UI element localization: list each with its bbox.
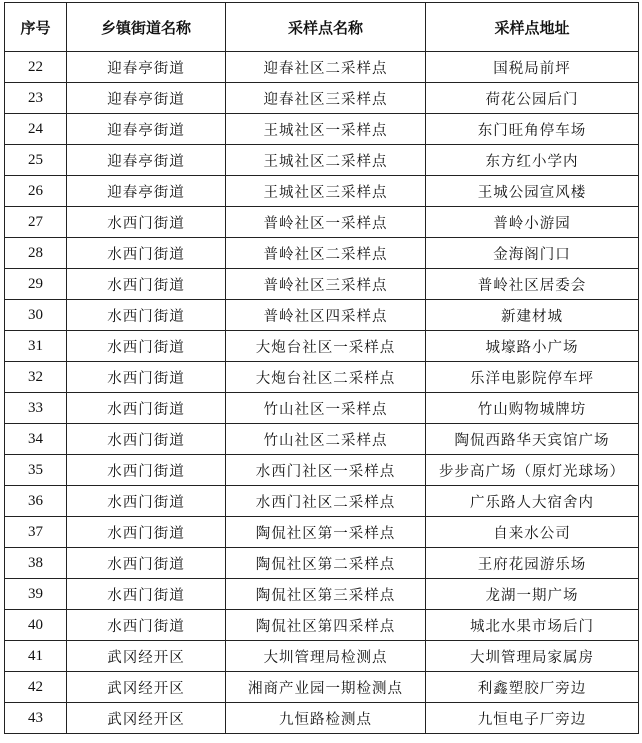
cell-point-name: 王城社区三采样点 [226, 176, 426, 207]
header-index: 序号 [5, 3, 67, 52]
cell-point-name: 水西门社区二采样点 [226, 486, 426, 517]
table-row [5, 610, 639, 641]
cell-street: 水西门街道 [67, 238, 226, 269]
cell-point-name: 普岭社区二采样点 [226, 238, 426, 269]
cell-street: 水西门街道 [67, 269, 226, 300]
cell-index: 22 [5, 52, 67, 83]
cell-point-name: 普岭社区一采样点 [226, 207, 426, 238]
cell-point-address: 竹山购物城牌坊 [426, 393, 639, 424]
table-row [5, 548, 639, 579]
cell-street: 水西门街道 [67, 300, 226, 331]
cell-index: 41 [5, 641, 67, 672]
cell-street: 水西门街道 [67, 207, 226, 238]
table-row [5, 83, 639, 114]
header-street: 乡镇街道名称 [67, 3, 226, 52]
cell-point-name: 普岭社区四采样点 [226, 300, 426, 331]
cell-point-address: 王城公园宣风楼 [426, 176, 639, 207]
cell-index: 40 [5, 610, 67, 641]
cell-street: 水西门街道 [67, 610, 226, 641]
table-row [5, 238, 639, 269]
cell-point-address: 普岭社区居委会 [426, 269, 639, 300]
cell-index: 24 [5, 114, 67, 145]
cell-street: 迎春亭街道 [67, 114, 226, 145]
cell-street: 武冈经开区 [67, 672, 226, 703]
cell-index: 39 [5, 579, 67, 610]
cell-point-address: 利鑫塑胶厂旁边 [426, 672, 639, 703]
cell-point-address: 城北水果市场后门 [426, 610, 639, 641]
cell-index: 26 [5, 176, 67, 207]
cell-point-address: 金海阁门口 [426, 238, 639, 269]
table-row [5, 455, 639, 486]
cell-point-address: 自来水公司 [426, 517, 639, 548]
cell-point-name: 大圳管理局检测点 [226, 641, 426, 672]
cell-point-address: 广乐路人大宿舍内 [426, 486, 639, 517]
cell-street: 迎春亭街道 [67, 52, 226, 83]
cell-point-address: 新建材城 [426, 300, 639, 331]
cell-point-address: 荷花公园后门 [426, 83, 639, 114]
cell-point-name: 陶侃社区第一采样点 [226, 517, 426, 548]
table-row [5, 517, 639, 548]
cell-point-address: 东方红小学内 [426, 145, 639, 176]
cell-index: 27 [5, 207, 67, 238]
cell-point-address: 王府花园游乐场 [426, 548, 639, 579]
cell-index: 36 [5, 486, 67, 517]
cell-index: 28 [5, 238, 67, 269]
cell-point-name: 九恒路检测点 [226, 703, 426, 734]
cell-point-name: 陶侃社区第二采样点 [226, 548, 426, 579]
header-point-address: 采样点地址 [426, 3, 639, 52]
cell-point-name: 陶侃社区第三采样点 [226, 579, 426, 610]
cell-point-name: 大炮台社区一采样点 [226, 331, 426, 362]
cell-street: 水西门街道 [67, 579, 226, 610]
cell-point-address: 大圳管理局家属房 [426, 641, 639, 672]
cell-point-address: 龙湖一期广场 [426, 579, 639, 610]
cell-street: 水西门街道 [67, 331, 226, 362]
table-body [5, 52, 639, 734]
table-row [5, 486, 639, 517]
cell-point-name: 普岭社区三采样点 [226, 269, 426, 300]
cell-index: 37 [5, 517, 67, 548]
table-row [5, 672, 639, 703]
cell-point-name: 竹山社区二采样点 [226, 424, 426, 455]
cell-street: 迎春亭街道 [67, 83, 226, 114]
cell-street: 水西门街道 [67, 486, 226, 517]
cell-street: 水西门街道 [67, 455, 226, 486]
cell-index: 32 [5, 362, 67, 393]
cell-street: 迎春亭街道 [67, 176, 226, 207]
table-row [5, 703, 639, 734]
cell-point-address: 国税局前坪 [426, 52, 639, 83]
cell-point-address: 东门旺角停车场 [426, 114, 639, 145]
cell-index: 30 [5, 300, 67, 331]
table-row [5, 176, 639, 207]
cell-point-name: 陶侃社区第四采样点 [226, 610, 426, 641]
sampling-points-table [4, 2, 639, 734]
table-row [5, 362, 639, 393]
cell-index: 43 [5, 703, 67, 734]
table-row [5, 579, 639, 610]
table-row [5, 145, 639, 176]
table-row [5, 52, 639, 83]
cell-street: 水西门街道 [67, 362, 226, 393]
table-row [5, 207, 639, 238]
cell-point-name: 迎春社区二采样点 [226, 52, 426, 83]
cell-index: 42 [5, 672, 67, 703]
header-row [5, 3, 639, 52]
cell-index: 25 [5, 145, 67, 176]
cell-street: 水西门街道 [67, 393, 226, 424]
cell-point-address: 陶侃西路华天宾馆广场 [426, 424, 639, 455]
table-row [5, 269, 639, 300]
table-row [5, 424, 639, 455]
cell-point-name: 迎春社区三采样点 [226, 83, 426, 114]
table-row [5, 331, 639, 362]
cell-index: 31 [5, 331, 67, 362]
cell-street: 武冈经开区 [67, 641, 226, 672]
cell-point-name: 王城社区二采样点 [226, 145, 426, 176]
cell-point-name: 王城社区一采样点 [226, 114, 426, 145]
header-point-name: 采样点名称 [226, 3, 426, 52]
table-row [5, 641, 639, 672]
cell-street: 水西门街道 [67, 517, 226, 548]
cell-index: 23 [5, 83, 67, 114]
cell-street: 水西门街道 [67, 424, 226, 455]
table-row [5, 393, 639, 424]
table-row [5, 114, 639, 145]
cell-point-address: 九恒电子厂旁边 [426, 703, 639, 734]
cell-index: 35 [5, 455, 67, 486]
cell-street: 武冈经开区 [67, 703, 226, 734]
cell-index: 33 [5, 393, 67, 424]
cell-point-name: 大炮台社区二采样点 [226, 362, 426, 393]
cell-point-name: 水西门社区一采样点 [226, 455, 426, 486]
table-row [5, 300, 639, 331]
cell-index: 38 [5, 548, 67, 579]
cell-street: 迎春亭街道 [67, 145, 226, 176]
cell-street: 水西门街道 [67, 548, 226, 579]
cell-point-name: 竹山社区一采样点 [226, 393, 426, 424]
cell-point-address: 步步高广场（原灯光球场） [426, 455, 639, 486]
cell-point-address: 普岭小游园 [426, 207, 639, 238]
cell-point-name: 湘商产业园一期检测点 [226, 672, 426, 703]
cell-point-address: 城壕路小广场 [426, 331, 639, 362]
cell-point-address: 乐洋电影院停车坪 [426, 362, 639, 393]
cell-index: 34 [5, 424, 67, 455]
cell-index: 29 [5, 269, 67, 300]
